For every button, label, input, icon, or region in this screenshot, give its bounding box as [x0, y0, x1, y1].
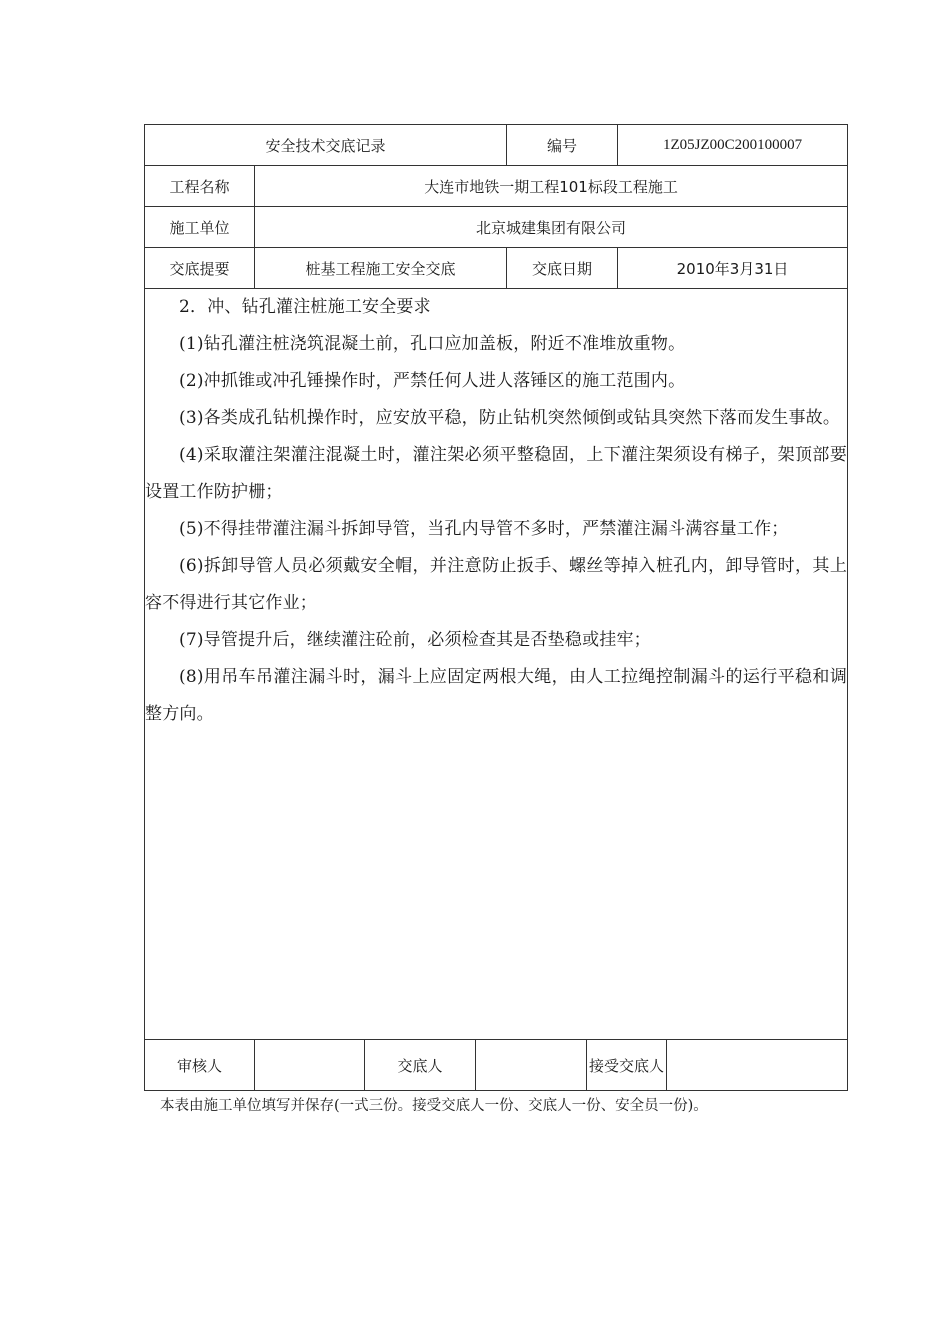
summary-label: 交底提要 — [145, 248, 255, 289]
date-label: 交底日期 — [507, 248, 618, 289]
discloser-label: 交底人 — [365, 1040, 476, 1091]
list-item: (2)冲抓锥或冲孔锤操作时，严禁任何人进人落锤区的施工范围内。 — [179, 371, 686, 391]
safety-disclosure-table — [144, 124, 848, 1091]
project-row — [145, 166, 848, 207]
content-row — [145, 289, 848, 1040]
list-item: (6)拆卸导管人员必须戴安全帽，并注意防止扳手、螺丝等掉入桩孔内，卸导管时，其上容不得进行其它作业； — [145, 556, 848, 613]
content-heading: 2．冲、钻孔灌注桩施工安全要求 — [179, 297, 431, 317]
project-value: 大连市地铁一期工程101标段工程施工 — [255, 166, 848, 207]
number-value: 1Z05JZ00C200100007 — [618, 125, 848, 166]
receiver-field[interactable] — [667, 1040, 848, 1091]
list-item: (8)用吊车吊灌注漏斗时，漏斗上应固定两根大绳，由人工拉绳控制漏斗的运行平稳和调整方向。 — [145, 667, 848, 724]
receiver-label: 接受交底人 — [587, 1040, 667, 1091]
unit-value: 北京城建集团有限公司 — [255, 207, 848, 248]
date-value: 2010年3月31日 — [618, 248, 848, 289]
number-label: 编号 — [507, 125, 618, 166]
summary-value: 桩基工程施工安全交底 — [255, 248, 507, 289]
list-item: (7)导管提升后，继续灌注砼前，必须检查其是否垫稳或挂牢； — [179, 630, 651, 650]
list-item: (1)钻孔灌注桩浇筑混凝土前，孔口应加盖板，附近不准堆放重物。 — [179, 334, 686, 354]
footnote: 本表由施工单位填写并保存(一式三份。接受交底人一份、交底人一份、安全员一份)。 — [160, 1098, 708, 1114]
content-cell — [145, 289, 848, 1040]
reviewer-label: 审核人 — [145, 1040, 255, 1091]
content-body — [145, 289, 847, 733]
reviewer-field[interactable] — [255, 1040, 365, 1091]
signature-row — [145, 1040, 848, 1091]
discloser-field[interactable] — [476, 1040, 587, 1091]
summary-row — [145, 248, 848, 289]
list-item: (5)不得挂带灌注漏斗拆卸导管，当孔内导管不多时，严禁灌注漏斗满容量工作； — [179, 519, 789, 539]
form-title: 安全技术交底记录 — [145, 125, 507, 166]
project-label: 工程名称 — [145, 166, 255, 207]
unit-row — [145, 207, 848, 248]
list-item: (4)采取灌注架灌注混凝土时，灌注架必须平整稳固，上下灌注架须设有梯子，架顶部要设置工作防护栅； — [145, 445, 848, 502]
header-row — [145, 125, 848, 166]
unit-label: 施工单位 — [145, 207, 255, 248]
list-item: (3)各类成孔钻机操作时，应安放平稳，防止钻机突然倾倒或钻具突然下落而发生事故。 — [179, 408, 841, 428]
